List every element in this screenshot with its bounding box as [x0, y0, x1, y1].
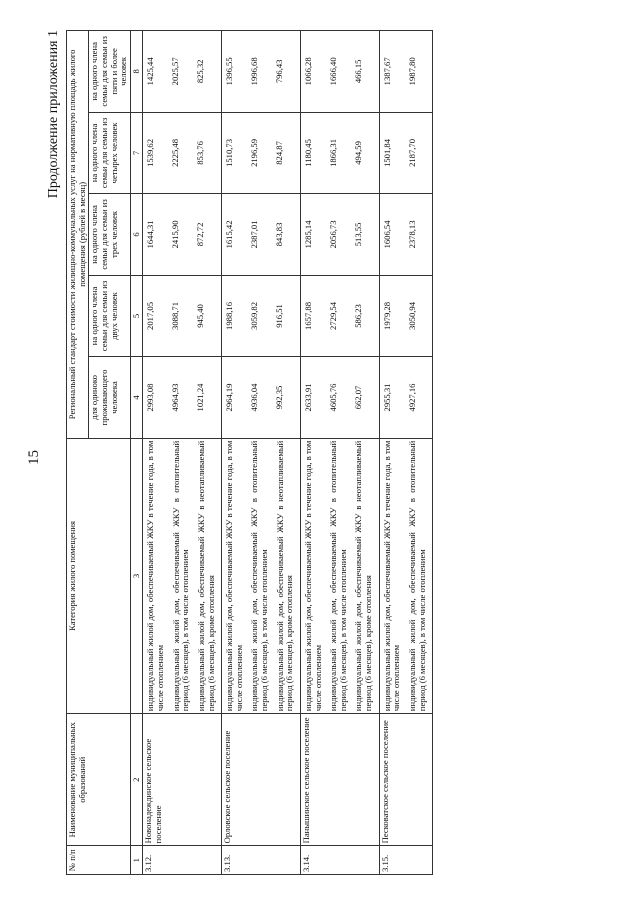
value-text: 2196,59	[249, 138, 260, 167]
value-text: 586,23	[352, 304, 363, 328]
value-text: 1066,28	[302, 57, 313, 86]
value-text: 4936,04	[249, 383, 260, 412]
value-text: 1666,40	[327, 57, 338, 86]
col-number: 6	[130, 194, 143, 276]
page-number: 15	[26, 450, 42, 465]
header-regional-standard: Региональный стандарт стоимости жилищно-коммунальных услуг на нормативную площадь жилого помещения (рублей в месяц)	[67, 31, 89, 439]
value-text: 1501,84	[381, 138, 392, 167]
value-cell	[143, 194, 222, 276]
value-text: 1396,55	[224, 57, 235, 86]
value-text: 1425,44	[145, 57, 156, 86]
column-number-row	[130, 31, 143, 875]
category-text: индивидуальный жилой дом, обеспечиваемый ЖКУ в течение года, в том числе отоплением	[302, 440, 323, 712]
category-text: индивидуальный жилой дом, обеспечиваемый ЖКУ в отопительный период (6 месяцев), в том числе отоплением	[406, 440, 427, 712]
category-text: индивидуальный жилой дом, обеспечиваемый ЖКУ в течение года, в том числе отоплением	[145, 440, 165, 712]
value-text: 2415,90	[170, 220, 181, 249]
value-text: 796,43	[274, 59, 285, 84]
value-text: 1539,62	[145, 138, 156, 167]
value-cell	[143, 357, 222, 439]
category-cell	[379, 438, 433, 713]
value-text: 1866,31	[327, 138, 338, 167]
value-text: 1387,67	[381, 57, 392, 86]
value-text: 2729,54	[327, 302, 338, 330]
col-number: 3	[130, 438, 143, 713]
col-number: 8	[130, 31, 143, 113]
value-text: 3088,71	[170, 302, 181, 330]
value-text: 1996,68	[249, 57, 260, 86]
value-text: 1606,54	[381, 220, 392, 249]
value-text: 1510,73	[224, 138, 235, 167]
value-text: 1021,24	[195, 383, 206, 412]
value-text: 1644,31	[145, 220, 156, 249]
value-text: 1285,14	[302, 220, 313, 249]
col-number: 7	[130, 112, 143, 194]
value-text: 2225,48	[170, 138, 181, 167]
value-text: 843,83	[274, 222, 285, 247]
municipality-name: Панышинское сельское поселение	[300, 714, 379, 846]
category-text: индивидуальный жилой дом, обеспечиваемый ЖКУ в отопительный период (6 месяцев), в том числе отоплением	[328, 440, 348, 712]
value-text: 824,87	[274, 141, 285, 165]
value-cell	[222, 112, 301, 194]
table-body	[143, 31, 433, 875]
value-cell	[379, 194, 433, 276]
value-cell	[379, 275, 433, 357]
value-text: 2378,13	[406, 220, 417, 249]
category-cell	[300, 438, 379, 713]
value-cell	[379, 357, 433, 439]
category-text: индивидуальный жилой дом, обеспечиваемый ЖКУ в течение года, в том числе отоплением	[224, 440, 244, 712]
header-family-5: на одного члена семьи для семьи из пяти и более человек	[89, 31, 131, 113]
value-text: 2387,01	[249, 220, 260, 249]
value-text: 945,40	[195, 304, 206, 328]
category-text: индивидуальный жилой дом, обеспечиваемый ЖКУ в отопительный период (6 месяцев), в том числе отоплением	[249, 440, 269, 712]
col-number: 1	[130, 846, 143, 875]
value-text: 2017,05	[145, 302, 156, 330]
value-text: 2025,57	[170, 57, 181, 86]
value-cell	[143, 112, 222, 194]
value-text: 2187,70	[406, 138, 417, 167]
value-text: 662,07	[352, 385, 363, 410]
value-cell	[379, 31, 433, 113]
value-cell	[222, 275, 301, 357]
category-text: индивидуальный жилой дом, обеспечиваемый ЖКУ в неотапливаемый период (6 месяцев), кроме отопления	[195, 440, 216, 712]
table-row	[300, 31, 379, 875]
value-cell	[300, 194, 379, 276]
row-number: 3.12.	[143, 846, 222, 875]
value-text: 494,59	[352, 141, 363, 165]
housing-cost-table	[66, 30, 433, 875]
value-cell	[143, 275, 222, 357]
header-single: для одиноко проживающего человека	[89, 357, 131, 439]
value-cell	[379, 112, 433, 194]
municipality-name: Песковатское сельское поселение	[379, 714, 433, 846]
row-number: 3.13.	[222, 846, 301, 875]
value-cell	[300, 31, 379, 113]
table-row	[379, 31, 433, 875]
value-text: 1615,42	[224, 220, 235, 249]
continuation-label: Продолжение приложения 1	[46, 30, 61, 199]
header-family-2: на одного члена семьи для семьи из двух человек	[89, 275, 131, 357]
col-number: 5	[130, 275, 143, 357]
value-cell	[300, 112, 379, 194]
value-text: 825,32	[195, 59, 206, 84]
value-text: 1979,28	[381, 302, 392, 330]
value-cell	[222, 194, 301, 276]
header-municipality: Наименование муниципальных образований	[67, 714, 131, 846]
value-text: 3059,82	[249, 302, 260, 330]
value-text: 466,15	[352, 59, 363, 84]
category-text: индивидуальный жилой дом, обеспечиваемый ЖКУ в неотапливаемый период (6 месяцев), кроме отопления	[353, 440, 373, 712]
header-category: Категория жилого помещения	[67, 438, 131, 713]
value-text: 1987,80	[406, 57, 417, 86]
row-number: 3.15.	[379, 846, 433, 875]
value-cell	[300, 275, 379, 357]
table-row	[222, 31, 301, 875]
value-text: 4927,16	[406, 383, 417, 412]
category-cell	[143, 438, 222, 713]
value-text: 2993,08	[145, 383, 156, 412]
value-cell	[300, 357, 379, 439]
value-cell	[143, 31, 222, 113]
value-text: 872,72	[195, 222, 206, 247]
value-text: 3050,94	[406, 302, 417, 330]
category-text: индивидуальный жилой дом, обеспечиваемый ЖКУ в отопительный период (6 месяцев), в том числе отоплением	[170, 440, 191, 712]
value-text: 4605,76	[327, 383, 338, 412]
category-cell	[222, 438, 301, 713]
value-text: 4964,93	[170, 383, 181, 412]
col-number: 2	[130, 714, 143, 846]
header-number: № п/п	[67, 846, 131, 875]
value-text: 916,51	[274, 304, 285, 328]
value-text: 1988,16	[224, 302, 235, 330]
value-cell	[222, 31, 301, 113]
value-text: 2955,31	[381, 383, 392, 412]
value-text: 2633,91	[302, 383, 313, 412]
value-text: 2056,73	[327, 220, 338, 249]
header-family-3: на одного члена семьи для семьи из трех человек	[89, 194, 131, 276]
municipality-name: Новонадеждинское сельское поселение	[143, 714, 222, 846]
municipality-name: Орловское сельское поселение	[222, 714, 301, 846]
row-number: 3.14.	[300, 846, 379, 875]
header-family-4: на одного члена семьи для семьи из четырех человек	[89, 112, 131, 194]
table-row	[143, 31, 222, 875]
value-text: 992,35	[274, 385, 285, 410]
value-text: 1180,45	[302, 139, 313, 167]
value-text: 1657,88	[302, 302, 313, 330]
value-text: 2964,19	[224, 383, 235, 412]
category-text: индивидуальный жилой дом, обеспечиваемый ЖКУ в течение года, в том числе отоплением	[381, 440, 402, 712]
value-text: 513,55	[352, 222, 363, 247]
value-cell	[222, 357, 301, 439]
category-text: индивидуальный жилой дом, обеспечиваемый ЖКУ в неотапливаемый период (6 месяцев), кроме отопления	[274, 440, 295, 712]
col-number: 4	[130, 357, 143, 439]
value-text: 853,76	[195, 141, 206, 165]
